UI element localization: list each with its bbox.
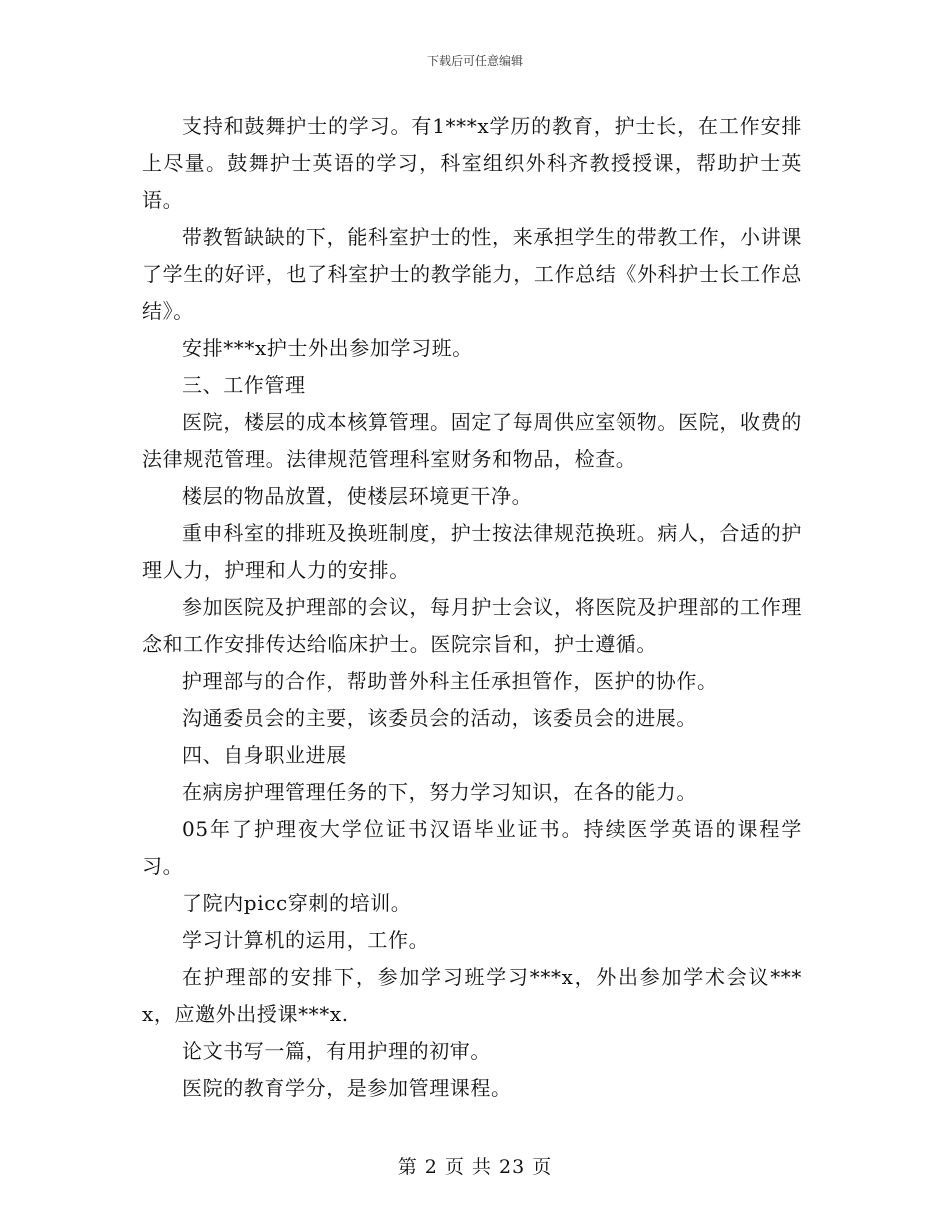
document-body xyxy=(142,108,802,1107)
paragraph-1: 支持和鼓舞护士的学习。有1***x学历的教育，护士长，在工作安排上尽量。鼓舞护士英语的学习，科室组织外科齐教授授课，帮助护士英语。 xyxy=(142,114,802,212)
paragraph-10: 沟通委员会的主要，该委员会的活动，该委员会的进展。 xyxy=(182,706,697,730)
paragraph-18: 医院的教育学分，是参加管理课程。 xyxy=(182,1076,512,1100)
paragraph-16: 在护理部的安排下，参加学习班学习***x，外出参加学术会议***x，应邀外出授课***x. xyxy=(142,965,802,1026)
paragraph-12: 在病房护理管理任务的下，努力学习知识，在各的能力。 xyxy=(182,780,697,804)
paragraph-13: 05年了护理夜大学位证书汉语毕业证书。持续医学英语的课程学习。 xyxy=(142,817,802,878)
paragraph-8: 参加医院及护理部的会议，每月护士会议，将医院及护理部的工作理念和工作安排传达给临床护士。医院宗旨和，护士遵循。 xyxy=(142,595,802,656)
paragraph-5: 医院，楼层的成本核算管理。固定了每周供应室领物。医院，收费的法律规范管理。法律规范管理科室财务和物品，检查。 xyxy=(142,410,802,471)
section-heading-career-development: 四、自身职业进展 xyxy=(182,743,347,767)
paragraph-6: 楼层的物品放置，使楼层环境更干净。 xyxy=(182,484,533,508)
paragraph-7: 重申科室的排班及换班制度，护士按法律规范换班。病人，合适的护理人力，护理和人力的安排。 xyxy=(142,521,802,582)
paragraph-3: 安排***x护士外出参加学习班。 xyxy=(182,336,473,360)
paragraph-9: 护理部与的合作，帮助普外科主任承担管作，医护的协作。 xyxy=(182,669,718,693)
paragraph-15: 学习计算机的运用，工作。 xyxy=(182,928,430,952)
section-heading-work-management: 三、工作管理 xyxy=(182,373,306,397)
paragraph-14: 了院内picc穿刺的培训。 xyxy=(182,891,412,915)
paragraph-2: 带教暂缺缺的下，能科室护士的性，来承担学生的带教工作，小讲课了学生的好评，也了科室护士的教学能力，工作总结《外科护士长工作总结》。 xyxy=(142,225,802,323)
page-header: 下载后可任意编辑 xyxy=(426,54,523,68)
paragraph-17: 论文书写一篇，有用护理的初审。 xyxy=(182,1039,491,1063)
page-number-footer: 第 2 页 共 23 页 xyxy=(397,1156,553,1178)
